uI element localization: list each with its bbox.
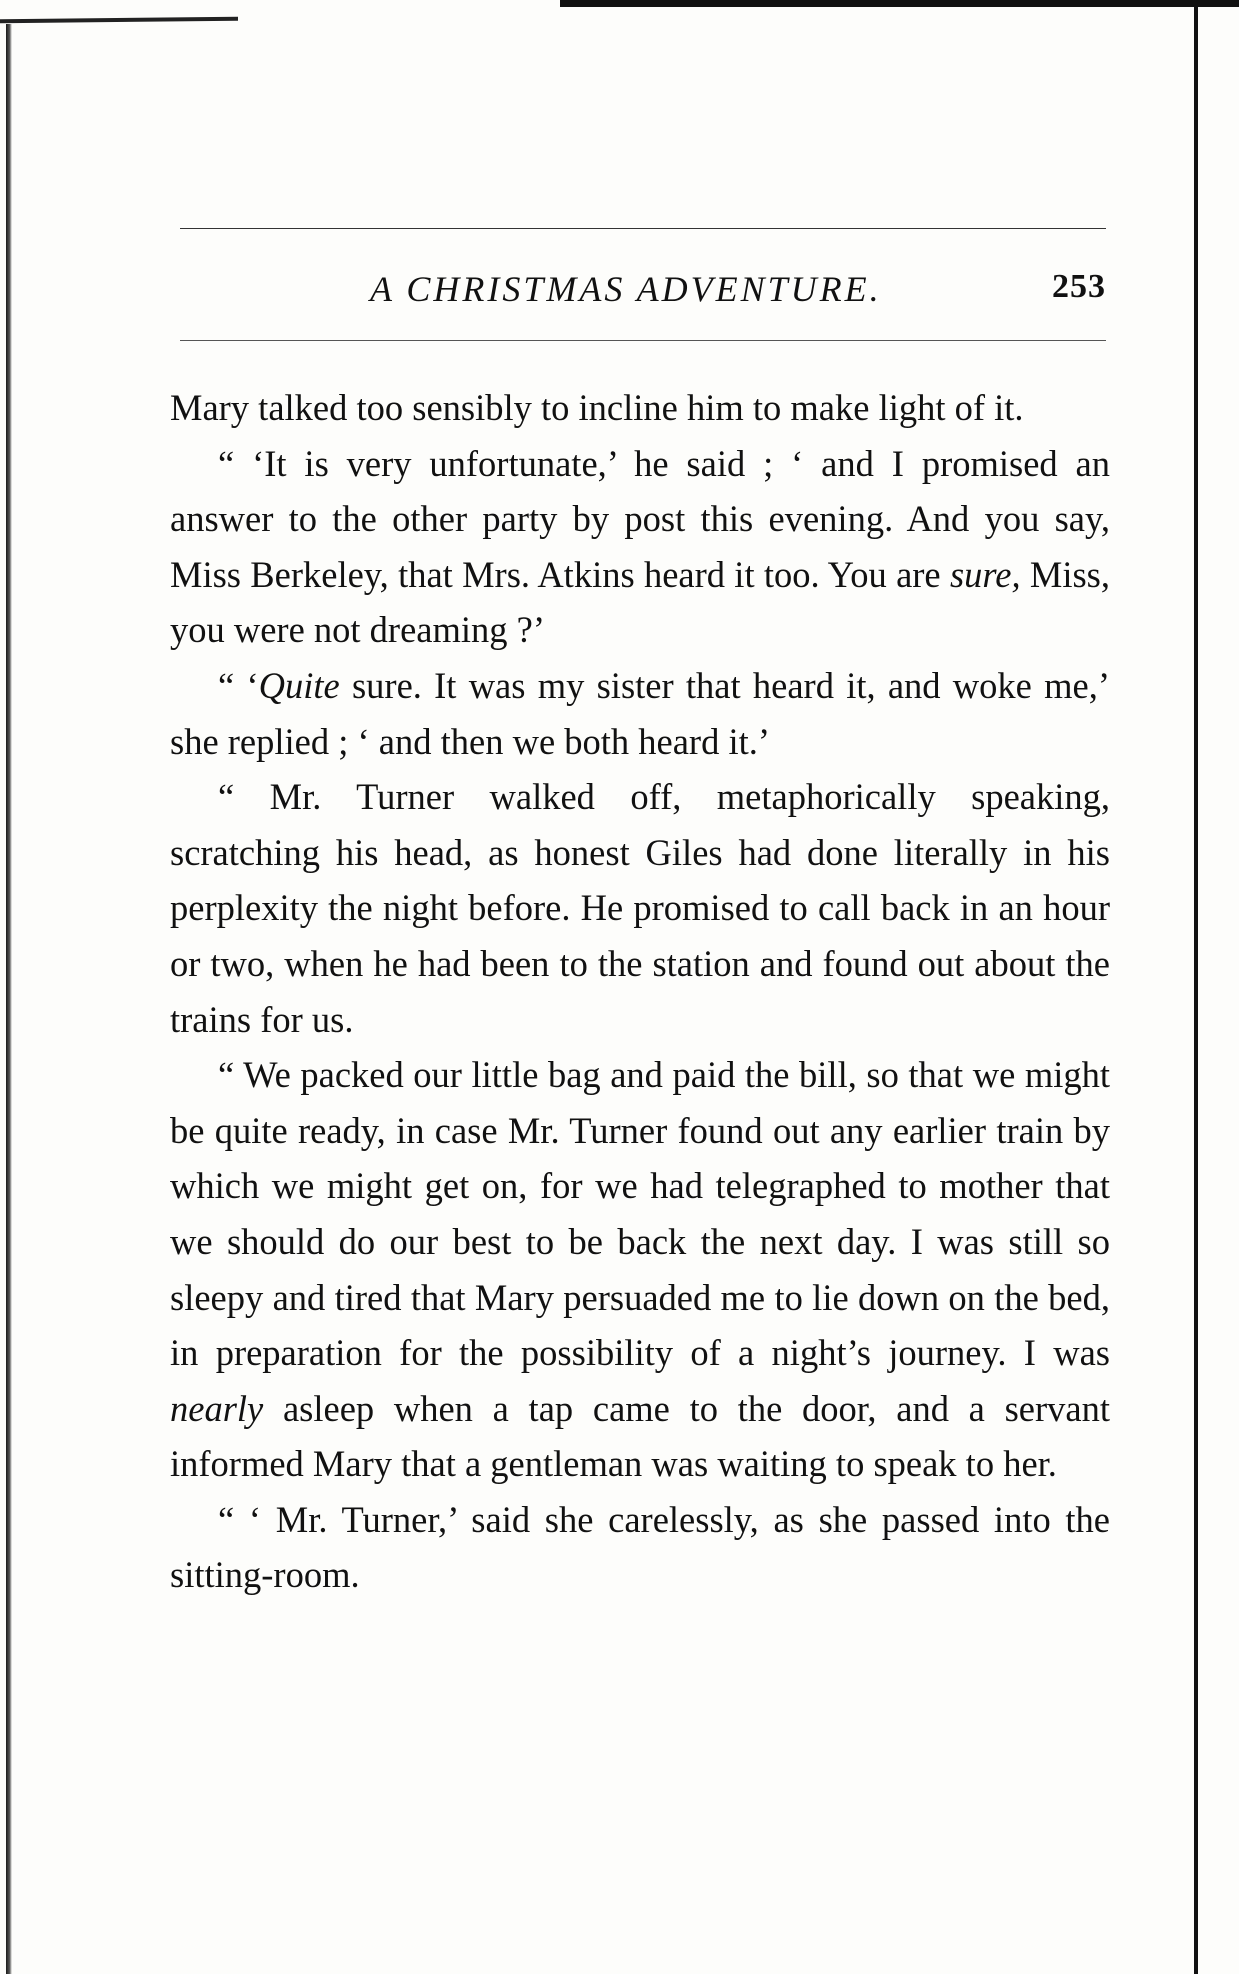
scan-edge-right [1194,0,1198,1974]
text-run: “ ‘It is very unfortunate,’ he said ; ‘ and I promised an answer to the other party by post this evening. And you say, Miss Berkeley, that Mrs. Atkins heard it too. You are [170,442,1110,595]
text-run: “ We packed our little bag and paid the bill, so that we might be quite ready, in case Mr. Turner found out any earlier train by which we might get on, for we had telegraphed to mother that we should do our best to be back the next day. I was still so sleepy and tired that Mary persuaded me to lie down on the bed, in preparation for the possibility of a night’s journey. I was [170,1054,1110,1374]
running-title: A CHRISTMAS ADVENTURE. [370,269,882,309]
running-head [180,268,1106,318]
paragraph [170,658,1110,769]
text-run: asleep when a tap came to the door, and a servant informed Mary that a gentleman was waiting to speak to her. [170,1387,1110,1485]
paragraph [170,769,1110,1047]
page-number: 253 [1052,268,1106,305]
text-run: Mary talked too sensibly to incline him to make light of it. [170,387,1024,428]
scan-edge-top-right [560,0,1239,7]
paragraph [170,436,1110,658]
text-run: Miss, you were not dreaming ?’ [170,553,1110,651]
italic-text: nearly [170,1387,264,1429]
paragraph [170,1492,1110,1603]
header-rule-top [180,228,1106,229]
body-text [170,380,1110,1603]
scan-edge-left [6,24,12,1974]
text-run: sure. It was my sister that heard it, and woke me,’ she replied ; ‘ and then we both heard it.’ [170,664,1110,762]
header-rule-bottom [180,340,1106,341]
scan-edge-top-left [0,17,238,23]
italic-text: Quite [258,664,340,706]
text-run: “ ‘ [218,664,259,706]
text-run: “ ‘ Mr. Turner,’ said she carelessly, as she passed into the sitting-room. [170,1498,1110,1596]
text-run: “ Mr. Turner walked off, metaphorically speaking, scratching his head, as honest Giles had done literally in his perplexity the night before. He promised to call back in an hour or two, when he had been to the station and found out about the trains for us. [170,776,1110,1040]
paragraph [170,380,1110,436]
paragraph [170,1047,1110,1492]
italic-text: sure, [949,553,1021,595]
